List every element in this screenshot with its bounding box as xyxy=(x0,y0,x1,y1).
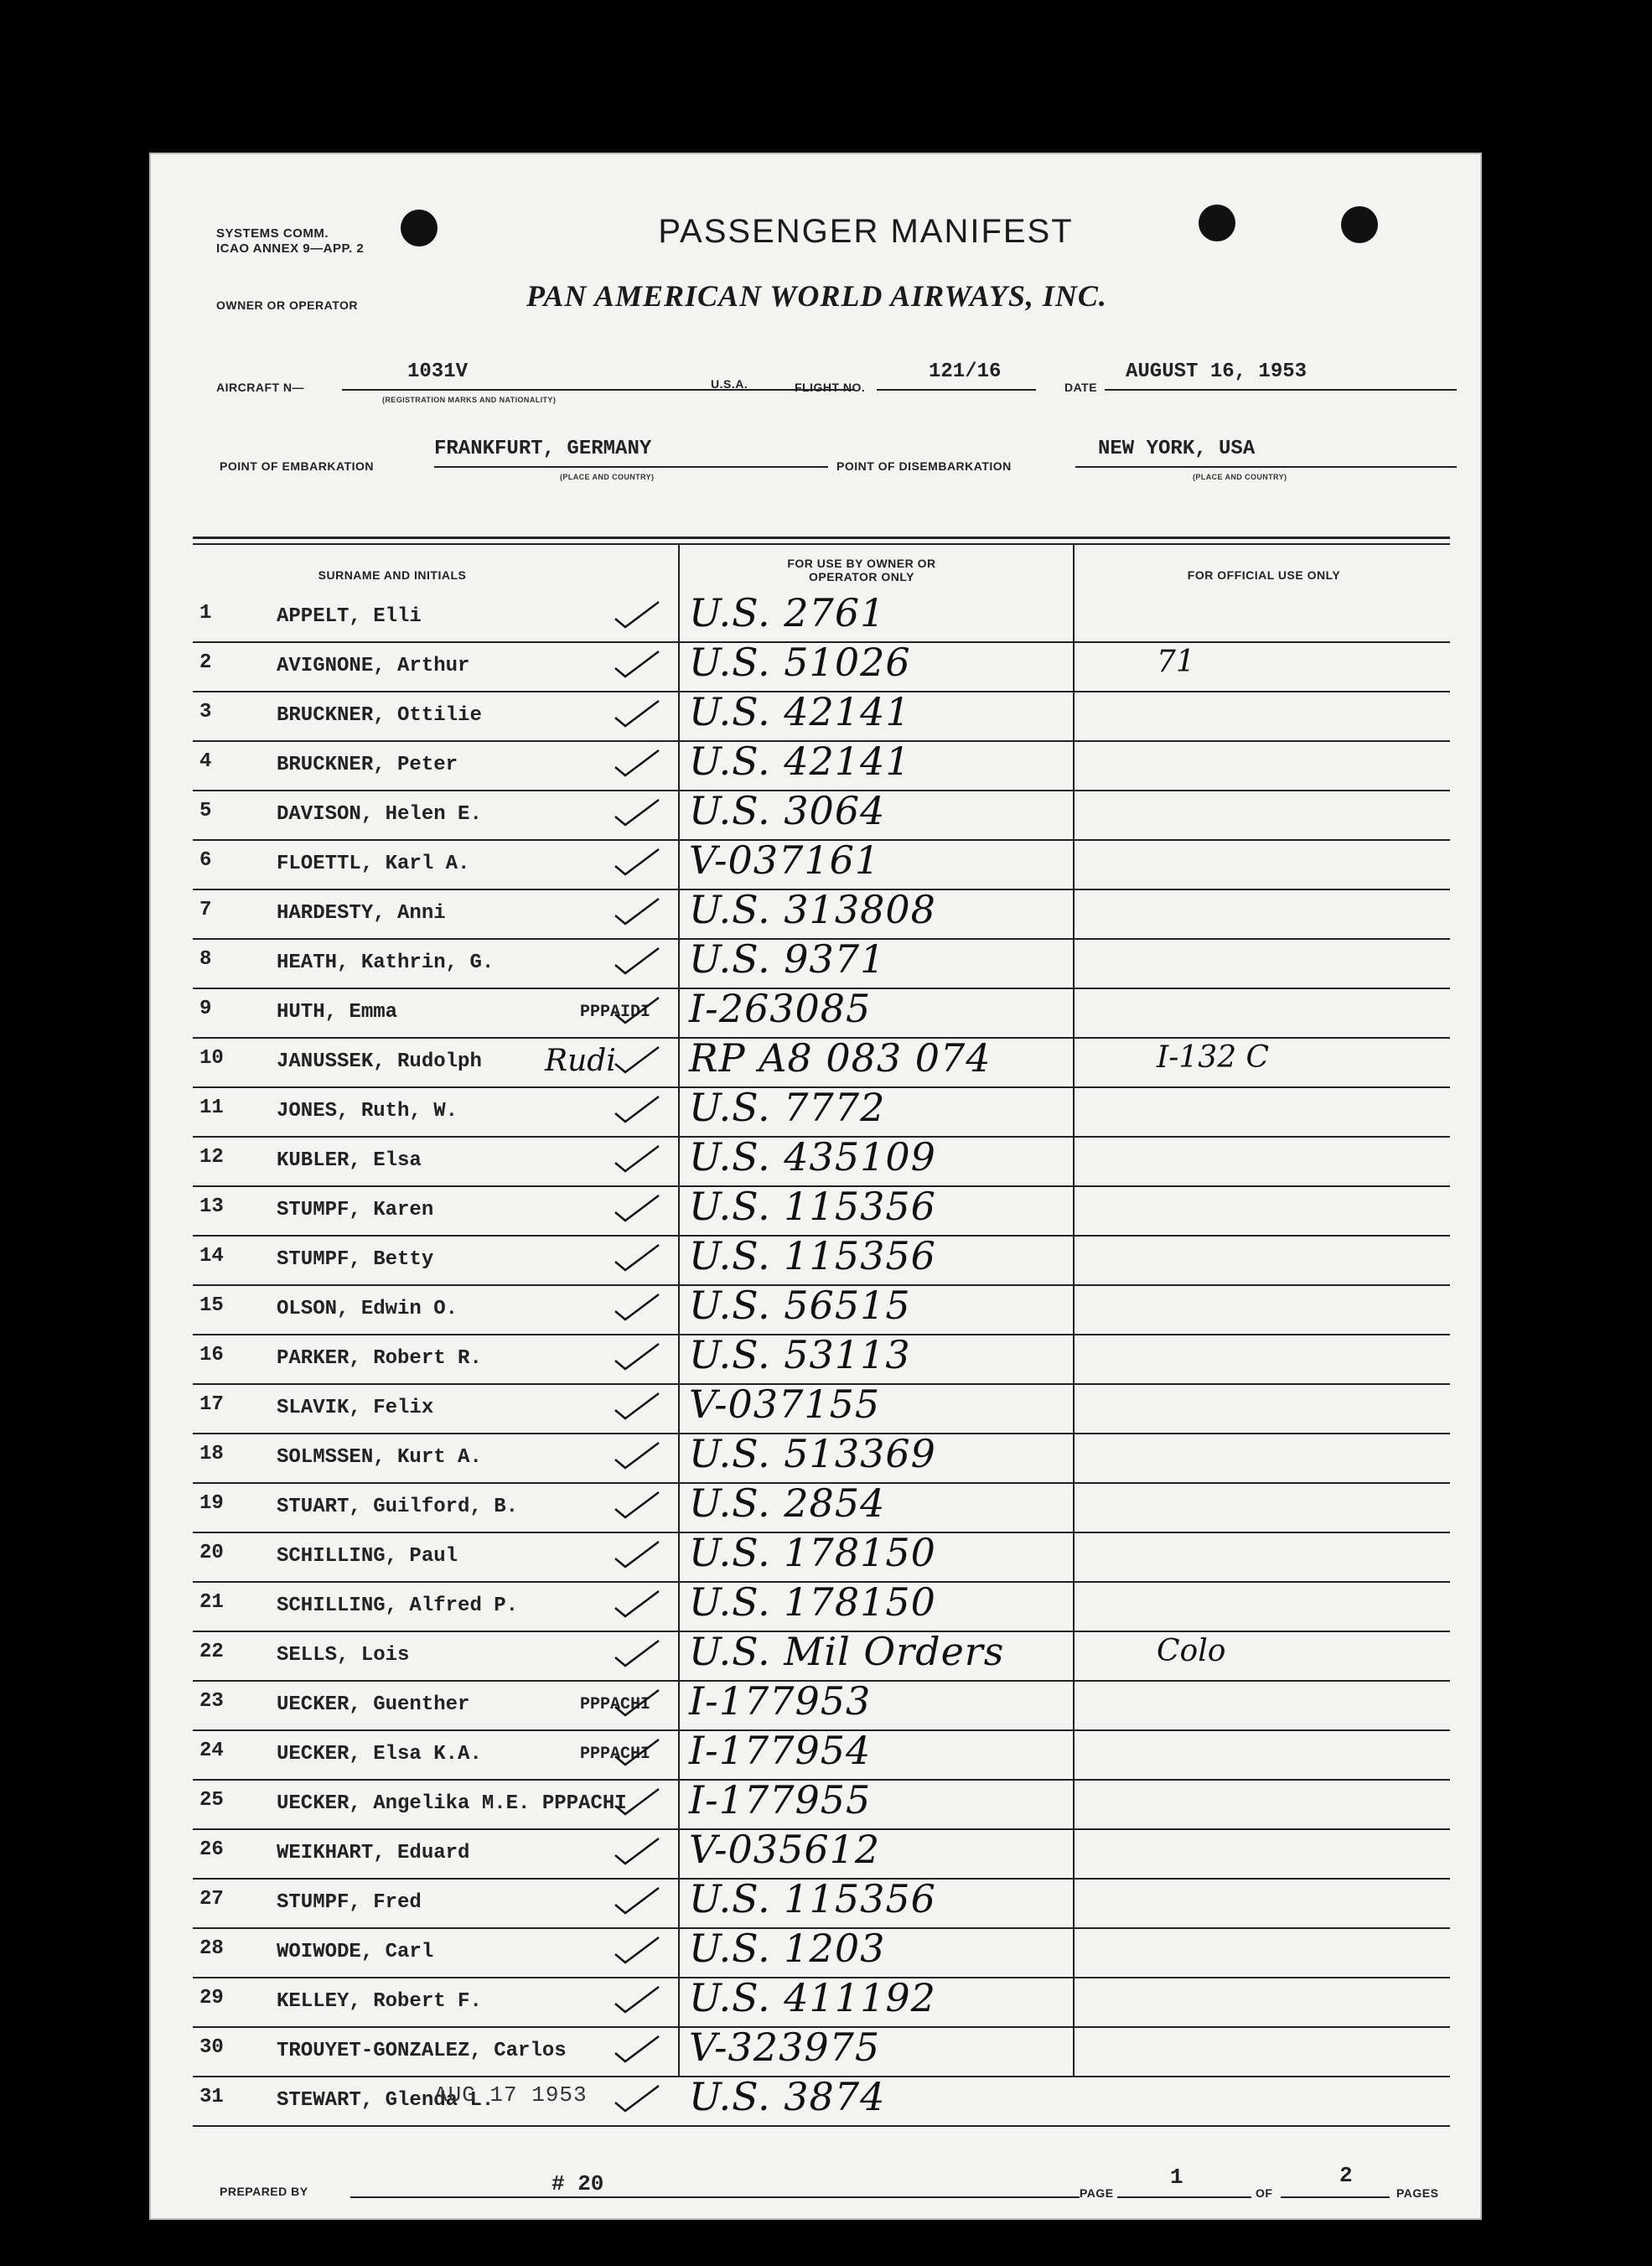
status-code: PPPAIDI xyxy=(580,1003,651,1022)
official-use-entry: Colo xyxy=(1157,1634,1226,1668)
table-row xyxy=(193,1233,1450,1286)
table-row xyxy=(193,1975,1450,2028)
row-number: 27 xyxy=(199,1888,224,1911)
row-number: 1 xyxy=(199,602,212,625)
document-number: U.S. 53113 xyxy=(689,1332,911,1377)
page-number: 1 xyxy=(1170,2165,1183,2190)
document-number: U.S. 435109 xyxy=(689,1134,936,1180)
passenger-name: STUMPF, Karen xyxy=(277,1199,434,1221)
check-mark-icon xyxy=(612,1044,662,1077)
table-row xyxy=(193,986,1450,1039)
of-label: OF xyxy=(1256,2186,1273,2200)
manifest-paper xyxy=(149,153,1482,2220)
check-mark-icon xyxy=(612,1736,662,1770)
document-number: U.S. 3064 xyxy=(689,788,886,833)
aircraft-label: AIRCRAFT N— xyxy=(216,381,305,394)
row-number: 5 xyxy=(199,800,212,822)
table-row xyxy=(193,1431,1450,1484)
check-mark-icon xyxy=(612,994,662,1028)
document-number: U.S. 313808 xyxy=(689,887,936,932)
prepared-by-value: # 20 xyxy=(552,2171,604,2196)
row-number: 7 xyxy=(199,899,212,921)
table-row xyxy=(193,689,1450,742)
document-number: U.S. 42141 xyxy=(689,739,911,784)
passenger-name: UECKER, Guenther xyxy=(277,1693,470,1716)
row-number: 22 xyxy=(199,1641,224,1663)
passenger-name: UECKER, Elsa K.A. xyxy=(277,1743,482,1766)
table-row xyxy=(193,1926,1450,1978)
row-number: 19 xyxy=(199,1492,224,1515)
passenger-name: HARDESTY, Anni xyxy=(277,902,446,925)
table-row xyxy=(193,1134,1450,1187)
row-number: 30 xyxy=(199,2036,224,2059)
passenger-name: TROUYET-GONZALEZ, Carlos xyxy=(277,2040,567,2062)
official-use-entry: 71 xyxy=(1157,645,1195,679)
of-underline xyxy=(1281,2196,1390,2198)
document-number: U.S. 115356 xyxy=(689,1876,936,1921)
row-number: 12 xyxy=(199,1146,224,1169)
document-number: U.S. 7772 xyxy=(689,1085,886,1130)
table-row xyxy=(193,1728,1450,1781)
surname-column-header: SURNAME AND INITIALS xyxy=(318,568,467,582)
row-rule xyxy=(193,2125,1450,2127)
passenger-name: STUMPF, Fred xyxy=(277,1891,422,1914)
document-number: V-035612 xyxy=(689,1827,881,1872)
punch-hole-right-1 xyxy=(1199,205,1235,241)
row-number: 20 xyxy=(199,1542,224,1564)
airline-name: PAN AMERICAN WORLD AIRWAYS, INC. xyxy=(526,279,1107,313)
row-number: 11 xyxy=(199,1097,224,1119)
aircraft-value: 1031V xyxy=(407,360,469,383)
passenger-name: JANUSSEK, Rudolph xyxy=(277,1050,482,1073)
row-number: 8 xyxy=(199,948,212,971)
date-label: DATE xyxy=(1064,381,1098,394)
passenger-name: DAVISON, Helen E. xyxy=(277,803,482,826)
page-total: 2 xyxy=(1339,2163,1353,2188)
table-row xyxy=(193,2074,1450,2127)
passenger-name: STEWART, Glenda L. xyxy=(277,2089,495,2112)
prepared-by-underline xyxy=(350,2196,1080,2198)
check-mark-icon xyxy=(612,2033,662,2066)
passenger-name: PARKER, Robert R. xyxy=(277,1347,482,1370)
row-number: 21 xyxy=(199,1591,224,1614)
table-row xyxy=(193,640,1450,692)
table-row xyxy=(193,1876,1450,1929)
table-row xyxy=(193,1332,1450,1385)
check-mark-icon xyxy=(612,1588,662,1621)
row-number: 15 xyxy=(199,1294,224,1317)
row-number: 18 xyxy=(199,1443,224,1465)
check-mark-icon xyxy=(612,1786,662,1819)
document-number: I-177954 xyxy=(689,1728,872,1773)
passenger-name: AVIGNONE, Arthur xyxy=(277,655,470,677)
passenger-name: APPELT, Elli xyxy=(277,605,422,628)
aircraft-underline xyxy=(342,389,855,391)
row-number: 24 xyxy=(199,1740,224,1762)
check-mark-icon xyxy=(612,1637,662,1671)
document-number: U.S. 56515 xyxy=(689,1283,911,1328)
table-row xyxy=(193,788,1450,841)
passenger-name: SCHILLING, Paul xyxy=(277,1545,458,1568)
page-underline xyxy=(1117,2196,1251,2198)
check-mark-icon xyxy=(612,1143,662,1176)
check-mark-icon xyxy=(612,1390,662,1423)
check-mark-icon xyxy=(612,697,662,731)
table-row xyxy=(193,1085,1450,1138)
disembarkation-value: NEW YORK, USA xyxy=(1098,438,1256,460)
flight-label: FLIGHT NO. xyxy=(795,381,866,394)
table-row xyxy=(193,1035,1450,1088)
passenger-name: KELLEY, Robert F. xyxy=(277,1990,482,2013)
table-row xyxy=(193,1530,1450,1583)
prepared-by-label: PREPARED BY xyxy=(220,2185,308,2198)
usa-label: U.S.A. xyxy=(711,377,748,391)
row-number: 9 xyxy=(199,998,212,1020)
official-column-header: FOR OFFICIAL USE ONLY xyxy=(1187,568,1341,582)
flight-underline xyxy=(877,389,1036,391)
form-ref-line-1: SYSTEMS COMM. xyxy=(216,226,329,241)
row-number: 17 xyxy=(199,1393,224,1416)
passenger-name: STUMPF, Betty xyxy=(277,1248,434,1271)
row-number: 4 xyxy=(199,750,212,773)
date-value: AUGUST 16, 1953 xyxy=(1126,360,1308,383)
date-underline xyxy=(1105,389,1457,391)
document-number: U.S. 2854 xyxy=(689,1480,886,1526)
disembarkation-underline xyxy=(1075,466,1457,468)
table-row xyxy=(193,1579,1450,1632)
row-number: 25 xyxy=(199,1789,224,1812)
check-mark-icon xyxy=(612,945,662,978)
row-number: 23 xyxy=(199,1690,224,1713)
form-ref-line-2: ICAO ANNEX 9—APP. 2 xyxy=(216,241,365,256)
document-number: U.S. 9371 xyxy=(689,936,886,982)
received-stamp: AUG 17 1953 xyxy=(434,2082,588,2108)
table-row xyxy=(193,936,1450,989)
row-number: 26 xyxy=(199,1838,224,1861)
document-number: U.S. 513369 xyxy=(689,1431,936,1476)
table-row xyxy=(193,2025,1450,2077)
table-top-rule-1 xyxy=(193,537,1450,539)
document-number: I-177955 xyxy=(689,1777,872,1823)
document-number: U.S. 115356 xyxy=(689,1233,936,1278)
check-mark-icon xyxy=(612,846,662,879)
check-mark-icon xyxy=(612,895,662,929)
check-mark-icon xyxy=(612,1093,662,1127)
check-mark-icon xyxy=(612,1687,662,1720)
document-number: U.S. Mil Orders xyxy=(689,1629,1005,1674)
check-mark-icon xyxy=(612,1538,662,1572)
document-number: I-177953 xyxy=(689,1678,872,1724)
owner-label: OWNER OR OPERATOR xyxy=(216,298,358,312)
passenger-name: SCHILLING, Alfred P. xyxy=(277,1594,519,1617)
table-row xyxy=(193,1629,1450,1682)
document-number: V-037155 xyxy=(689,1382,881,1427)
table-row xyxy=(193,1678,1450,1731)
document-number: U.S. 2761 xyxy=(689,590,886,635)
row-number: 10 xyxy=(199,1047,224,1070)
embarkation-label: POINT OF EMBARKATION xyxy=(220,459,374,473)
row-number: 3 xyxy=(199,701,212,723)
check-mark-icon xyxy=(612,747,662,780)
row-number: 13 xyxy=(199,1195,224,1218)
row-number: 16 xyxy=(199,1344,224,1366)
passenger-name: OLSON, Edwin O. xyxy=(277,1298,458,1320)
table-row xyxy=(193,837,1450,890)
page-title: PASSENGER MANIFEST xyxy=(658,213,1074,250)
disembarkation-sub: (PLACE AND COUNTRY) xyxy=(1193,473,1287,481)
passenger-name: BRUCKNER, Ottilie xyxy=(277,704,482,727)
punch-hole-left xyxy=(401,210,438,246)
check-mark-icon xyxy=(612,1835,662,1869)
table-top-rule-2 xyxy=(193,543,1450,545)
document-number: U.S. 1203 xyxy=(689,1926,886,1971)
passenger-name: KUBLER, Elsa xyxy=(277,1149,422,1172)
document-number: V-323975 xyxy=(689,2025,881,2070)
owner-column-header: FOR USE BY OWNER OR OPERATOR ONLY xyxy=(787,557,936,583)
document-number: U.S. 3874 xyxy=(689,2074,886,2119)
document-number: U.S. 178150 xyxy=(689,1530,936,1575)
embarkation-underline xyxy=(434,466,828,468)
table-row xyxy=(193,887,1450,940)
passenger-name: HEATH, Kathrin, G. xyxy=(277,952,495,974)
check-mark-icon xyxy=(612,1340,662,1374)
aircraft-sub: (REGISTRATION MARKS AND NATIONALITY) xyxy=(382,396,557,404)
table-row xyxy=(193,1382,1450,1434)
passenger-name: SLAVIK, Felix xyxy=(277,1397,434,1419)
check-mark-icon xyxy=(612,1489,662,1522)
disembarkation-label: POINT OF DISEMBARKATION xyxy=(836,459,1012,473)
flight-value: 121/16 xyxy=(929,360,1002,383)
official-use-entry: I-132 C xyxy=(1157,1040,1270,1075)
table-row xyxy=(193,739,1450,791)
document-number: RP A8 083 074 xyxy=(689,1035,992,1081)
passenger-name: HUTH, Emma xyxy=(277,1001,398,1024)
embarkation-value: FRANKFURT, GERMANY xyxy=(434,438,652,460)
table-row xyxy=(193,1777,1450,1830)
row-number: 2 xyxy=(199,651,212,674)
row-number: 29 xyxy=(199,1987,224,2009)
passenger-name: FLOETTL, Karl A. xyxy=(277,853,470,875)
check-mark-icon xyxy=(612,1242,662,1275)
row-number: 31 xyxy=(199,2086,224,2108)
check-mark-icon xyxy=(612,1291,662,1325)
status-code: PPPACHI xyxy=(580,1695,651,1714)
document-number: V-037161 xyxy=(689,837,881,883)
status-code: PPPACHI xyxy=(580,1745,651,1764)
check-mark-icon xyxy=(612,599,662,632)
document-number: U.S. 178150 xyxy=(689,1579,936,1625)
row-number: 28 xyxy=(199,1937,224,1960)
passenger-name: WEIKHART, Eduard xyxy=(277,1842,470,1864)
handwritten-note: Rudi xyxy=(545,1044,616,1078)
passenger-name: WOIWODE, Carl xyxy=(277,1941,434,1963)
passenger-name: SELLS, Lois xyxy=(277,1644,410,1667)
passenger-name: STUART, Guilford, B. xyxy=(277,1496,519,1518)
page-label: PAGE xyxy=(1080,2186,1114,2200)
check-mark-icon xyxy=(612,796,662,830)
document-number: U.S. 115356 xyxy=(689,1184,936,1229)
document-number: U.S. 42141 xyxy=(689,689,911,734)
table-row xyxy=(193,1480,1450,1533)
pages-label: PAGES xyxy=(1396,2186,1439,2200)
table-row xyxy=(193,1827,1450,1880)
punch-hole-right-2 xyxy=(1341,206,1378,243)
table-row xyxy=(193,1283,1450,1335)
row-number: 6 xyxy=(199,849,212,872)
passenger-name: BRUCKNER, Peter xyxy=(277,754,458,776)
document-number: I-263085 xyxy=(689,986,872,1031)
check-mark-icon xyxy=(612,1192,662,1226)
check-mark-icon xyxy=(612,648,662,682)
check-mark-icon xyxy=(612,1885,662,1918)
table-row xyxy=(193,1184,1450,1237)
document-number: U.S. 411192 xyxy=(689,1975,936,2020)
passenger-name: JONES, Ruth, W. xyxy=(277,1100,458,1123)
table-row xyxy=(193,590,1450,643)
embarkation-sub: (PLACE AND COUNTRY) xyxy=(560,473,655,481)
check-mark-icon xyxy=(612,2082,662,2116)
document-number: U.S. 51026 xyxy=(689,640,911,685)
check-mark-icon xyxy=(612,1983,662,2017)
row-number: 14 xyxy=(199,1245,224,1268)
check-mark-icon xyxy=(612,1934,662,1968)
passenger-name: SOLMSSEN, Kurt A. xyxy=(277,1446,482,1469)
passenger-name: UECKER, Angelika M.E. PPPACHI xyxy=(277,1792,627,1815)
check-mark-icon xyxy=(612,1439,662,1473)
